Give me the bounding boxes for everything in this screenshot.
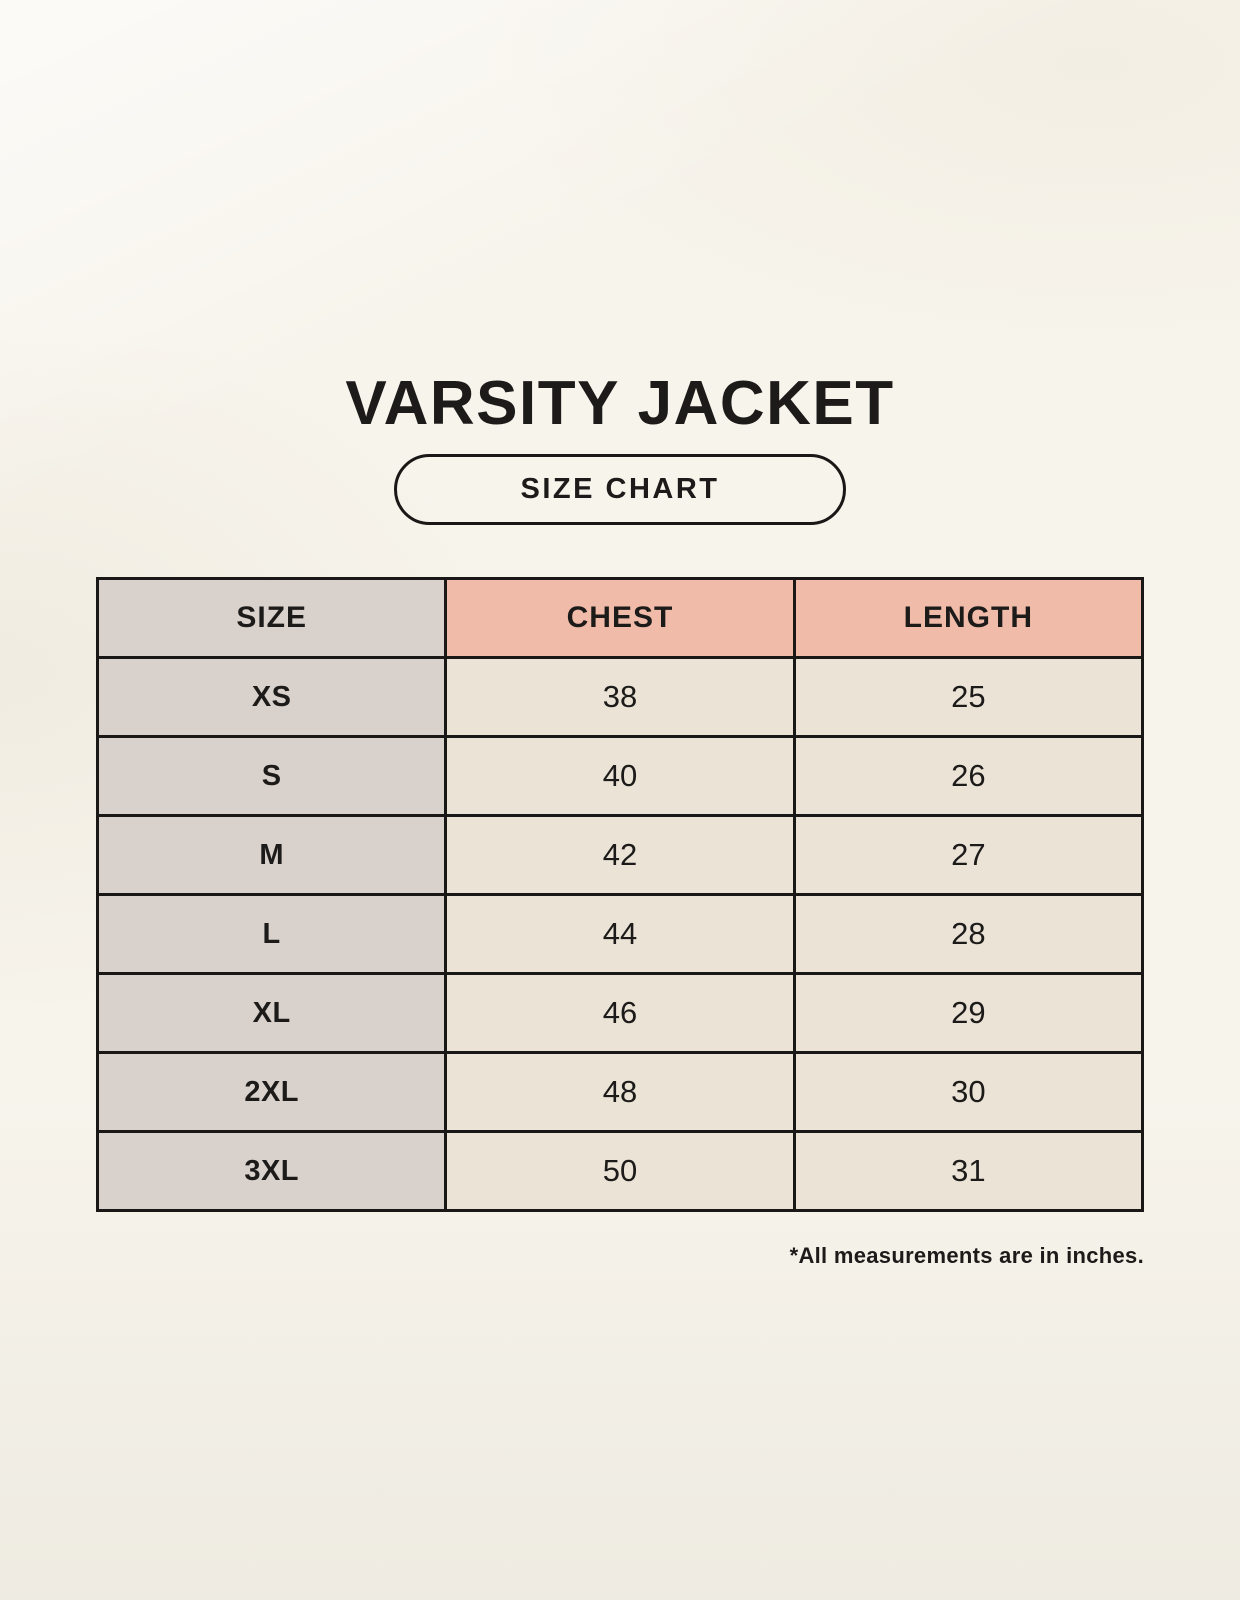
header-row — [98, 579, 1143, 658]
chest-cell: 46 — [446, 974, 794, 1053]
table-row — [98, 895, 1143, 974]
length-cell: 29 — [794, 974, 1142, 1053]
column-header-size: SIZE — [98, 579, 446, 658]
table-row — [98, 737, 1143, 816]
measurements-footnote: *All measurements are in inches. — [789, 1243, 1144, 1268]
table-row — [98, 974, 1143, 1053]
size-cell: L — [98, 895, 446, 974]
table-row — [98, 1132, 1143, 1211]
chest-cell: 40 — [446, 737, 794, 816]
size-chart-table-container — [96, 577, 1144, 1212]
product-title: VARSITY JACKET — [345, 368, 895, 438]
chest-cell: 44 — [446, 895, 794, 974]
length-cell: 30 — [794, 1053, 1142, 1132]
size-cell: 3XL — [98, 1132, 446, 1211]
size-chart-badge-label: SIZE CHART — [520, 473, 720, 505]
chest-cell: 42 — [446, 816, 794, 895]
size-cell: 2XL — [98, 1053, 446, 1132]
table-row — [98, 816, 1143, 895]
length-cell: 28 — [794, 895, 1142, 974]
size-chart-table — [96, 577, 1144, 1212]
size-cell: XL — [98, 974, 446, 1053]
chest-cell: 48 — [446, 1053, 794, 1132]
chest-cell: 50 — [446, 1132, 794, 1211]
size-cell: XS — [98, 658, 446, 737]
size-cell: S — [98, 737, 446, 816]
length-cell: 25 — [794, 658, 1142, 737]
size-cell: M — [98, 816, 446, 895]
length-cell: 31 — [794, 1132, 1142, 1211]
table-row — [98, 658, 1143, 737]
length-cell: 26 — [794, 737, 1142, 816]
table-row — [98, 1053, 1143, 1132]
column-header-chest: CHEST — [446, 579, 794, 658]
size-chart-badge[interactable] — [394, 454, 846, 525]
length-cell: 27 — [794, 816, 1142, 895]
chest-cell: 38 — [446, 658, 794, 737]
column-header-length: LENGTH — [794, 579, 1142, 658]
